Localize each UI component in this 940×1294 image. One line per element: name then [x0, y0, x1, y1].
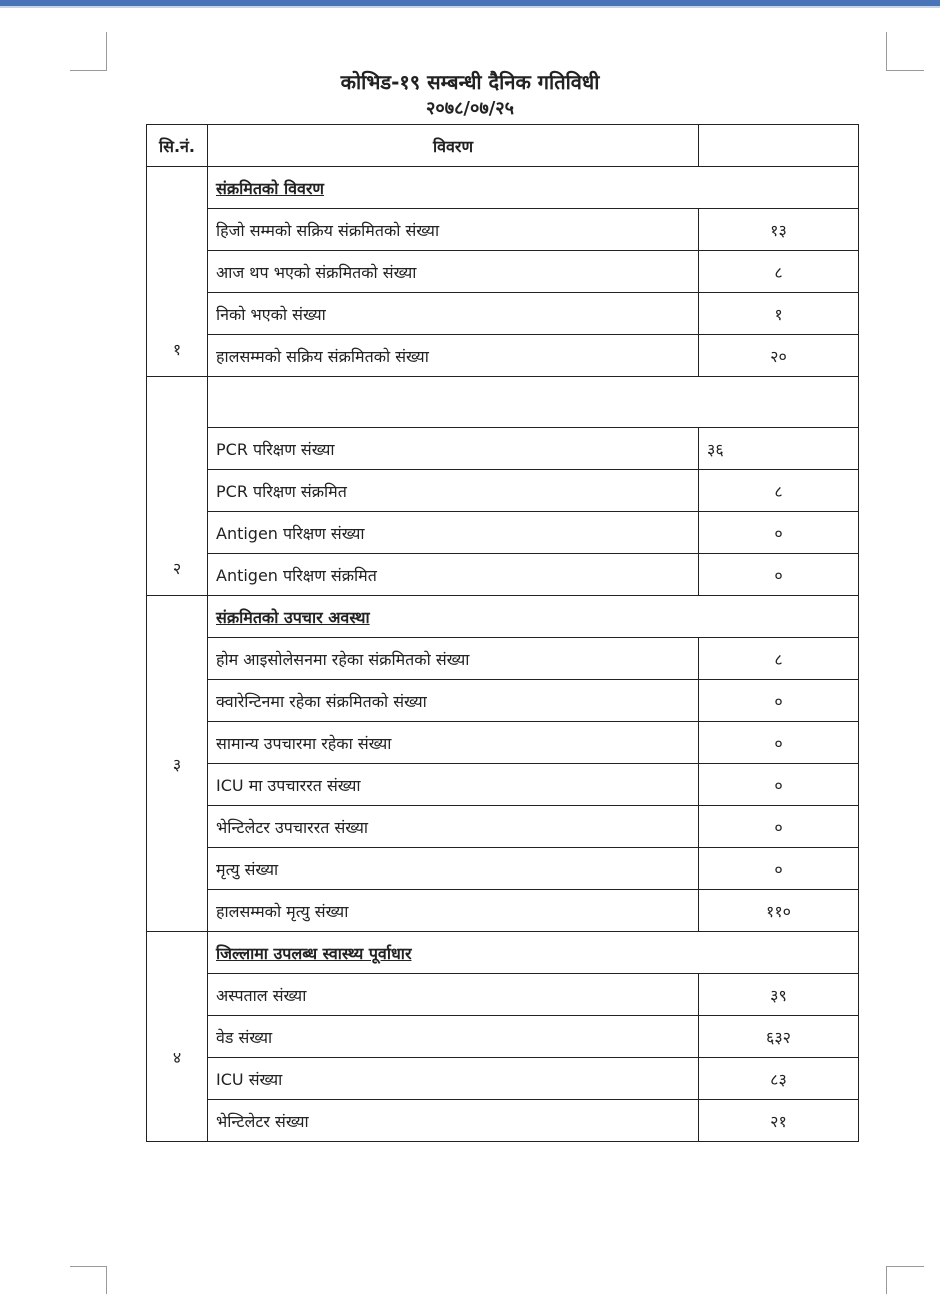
row-label: Antigen परिक्षण संख्या [208, 512, 699, 554]
row-value: ० [699, 722, 859, 764]
section-title: जिल्लामा उपलब्ध स्वास्थ्य पूर्वाधार [216, 943, 412, 963]
section-title: संक्रमितको विवरण [216, 178, 324, 198]
table-row [147, 1058, 859, 1100]
crop-mark-bottom-right-v [886, 1266, 887, 1294]
crop-mark-top-left-v [106, 32, 107, 70]
row-label: आज थप भएको संक्रमितको संख्या [208, 251, 699, 293]
row-label: भेन्टिलेटर संख्या [208, 1100, 699, 1142]
row-value: ० [699, 512, 859, 554]
crop-mark-top-right-v [886, 32, 887, 70]
section-number: ३ [147, 596, 208, 932]
table-row [147, 428, 859, 470]
crop-mark-bottom-left-h [70, 1266, 107, 1267]
document-date: २०७८/०७/२५ [425, 98, 515, 119]
table-row [147, 335, 859, 377]
table-row [147, 974, 859, 1016]
covid-activity-table [146, 124, 859, 1142]
table-row [147, 806, 859, 848]
section-number: २ [147, 377, 208, 596]
section-title-cell [208, 596, 859, 638]
row-value: २० [699, 335, 859, 377]
row-label: अस्पताल संख्या [208, 974, 699, 1016]
table-row [147, 848, 859, 890]
section-title-cell [208, 377, 859, 428]
row-value: ८३ [699, 1058, 859, 1100]
row-value: ० [699, 806, 859, 848]
table-row [147, 209, 859, 251]
table-row [147, 377, 859, 428]
row-label: PCR परिक्षण संक्रमित [208, 470, 699, 512]
table-row [147, 167, 859, 209]
row-value: ८ [699, 251, 859, 293]
row-value: २१ [699, 1100, 859, 1142]
row-label: Antigen परिक्षण संक्रमित [208, 554, 699, 596]
row-value: १३ [699, 209, 859, 251]
row-value: १ [699, 293, 859, 335]
row-label: हालसम्मको मृत्यु संख्या [208, 890, 699, 932]
table-row [147, 554, 859, 596]
table-header-row [147, 125, 859, 167]
row-value: ० [699, 848, 859, 890]
table-row [147, 1100, 859, 1142]
row-label: वेड संख्या [208, 1016, 699, 1058]
row-value: ६३२ [699, 1016, 859, 1058]
row-label: PCR परिक्षण संख्या [208, 428, 699, 470]
section-number: ४ [147, 932, 208, 1142]
table-row [147, 890, 859, 932]
table-row [147, 932, 859, 974]
table-row [147, 764, 859, 806]
header-description: विवरण [208, 125, 699, 167]
row-value: ० [699, 680, 859, 722]
header-value [699, 125, 859, 167]
row-label: क्वारेन्टिनमा रहेका संक्रमितको संख्या [208, 680, 699, 722]
row-label: मृत्यु संख्या [208, 848, 699, 890]
row-value: ३९ [699, 974, 859, 1016]
section-title-cell [208, 932, 859, 974]
row-value: ० [699, 764, 859, 806]
table-row [147, 512, 859, 554]
row-label: निको भएको संख्या [208, 293, 699, 335]
crop-mark-bottom-right-h [886, 1266, 924, 1267]
section-title: संक्रमितको उपचार अवस्था [216, 607, 370, 627]
row-label: सामान्य उपचारमा रहेका संख्या [208, 722, 699, 764]
row-value: ११० [699, 890, 859, 932]
row-label: ICU मा उपचाररत संख्या [208, 764, 699, 806]
header-sn: सि.नं. [147, 125, 208, 167]
row-value: ८ [699, 638, 859, 680]
table-row [147, 722, 859, 764]
table-row [147, 596, 859, 638]
crop-mark-bottom-left-v [106, 1266, 107, 1294]
row-label: भेन्टिलेटर उपचाररत संख्या [208, 806, 699, 848]
row-value: ८ [699, 470, 859, 512]
window-top-border [0, 6, 940, 8]
document-title: कोभिड-१९ सम्बन्धी दैनिक गतिविधी [340, 70, 600, 94]
section-number: १ [147, 167, 208, 377]
row-value: ३६ [699, 428, 859, 470]
table-row [147, 638, 859, 680]
row-value: ० [699, 554, 859, 596]
table-row [147, 251, 859, 293]
section-title-cell [208, 167, 859, 209]
table-row [147, 1016, 859, 1058]
table-row [147, 470, 859, 512]
row-label: ICU संख्या [208, 1058, 699, 1100]
row-label: हालसम्मको सक्रिय संक्रमितको संख्या [208, 335, 699, 377]
table-row [147, 680, 859, 722]
row-label: हिजो सम्मको सक्रिय संक्रमितको संख्या [208, 209, 699, 251]
table-row [147, 293, 859, 335]
row-label: होम आइसोलेसनमा रहेका संक्रमितको संख्या [208, 638, 699, 680]
